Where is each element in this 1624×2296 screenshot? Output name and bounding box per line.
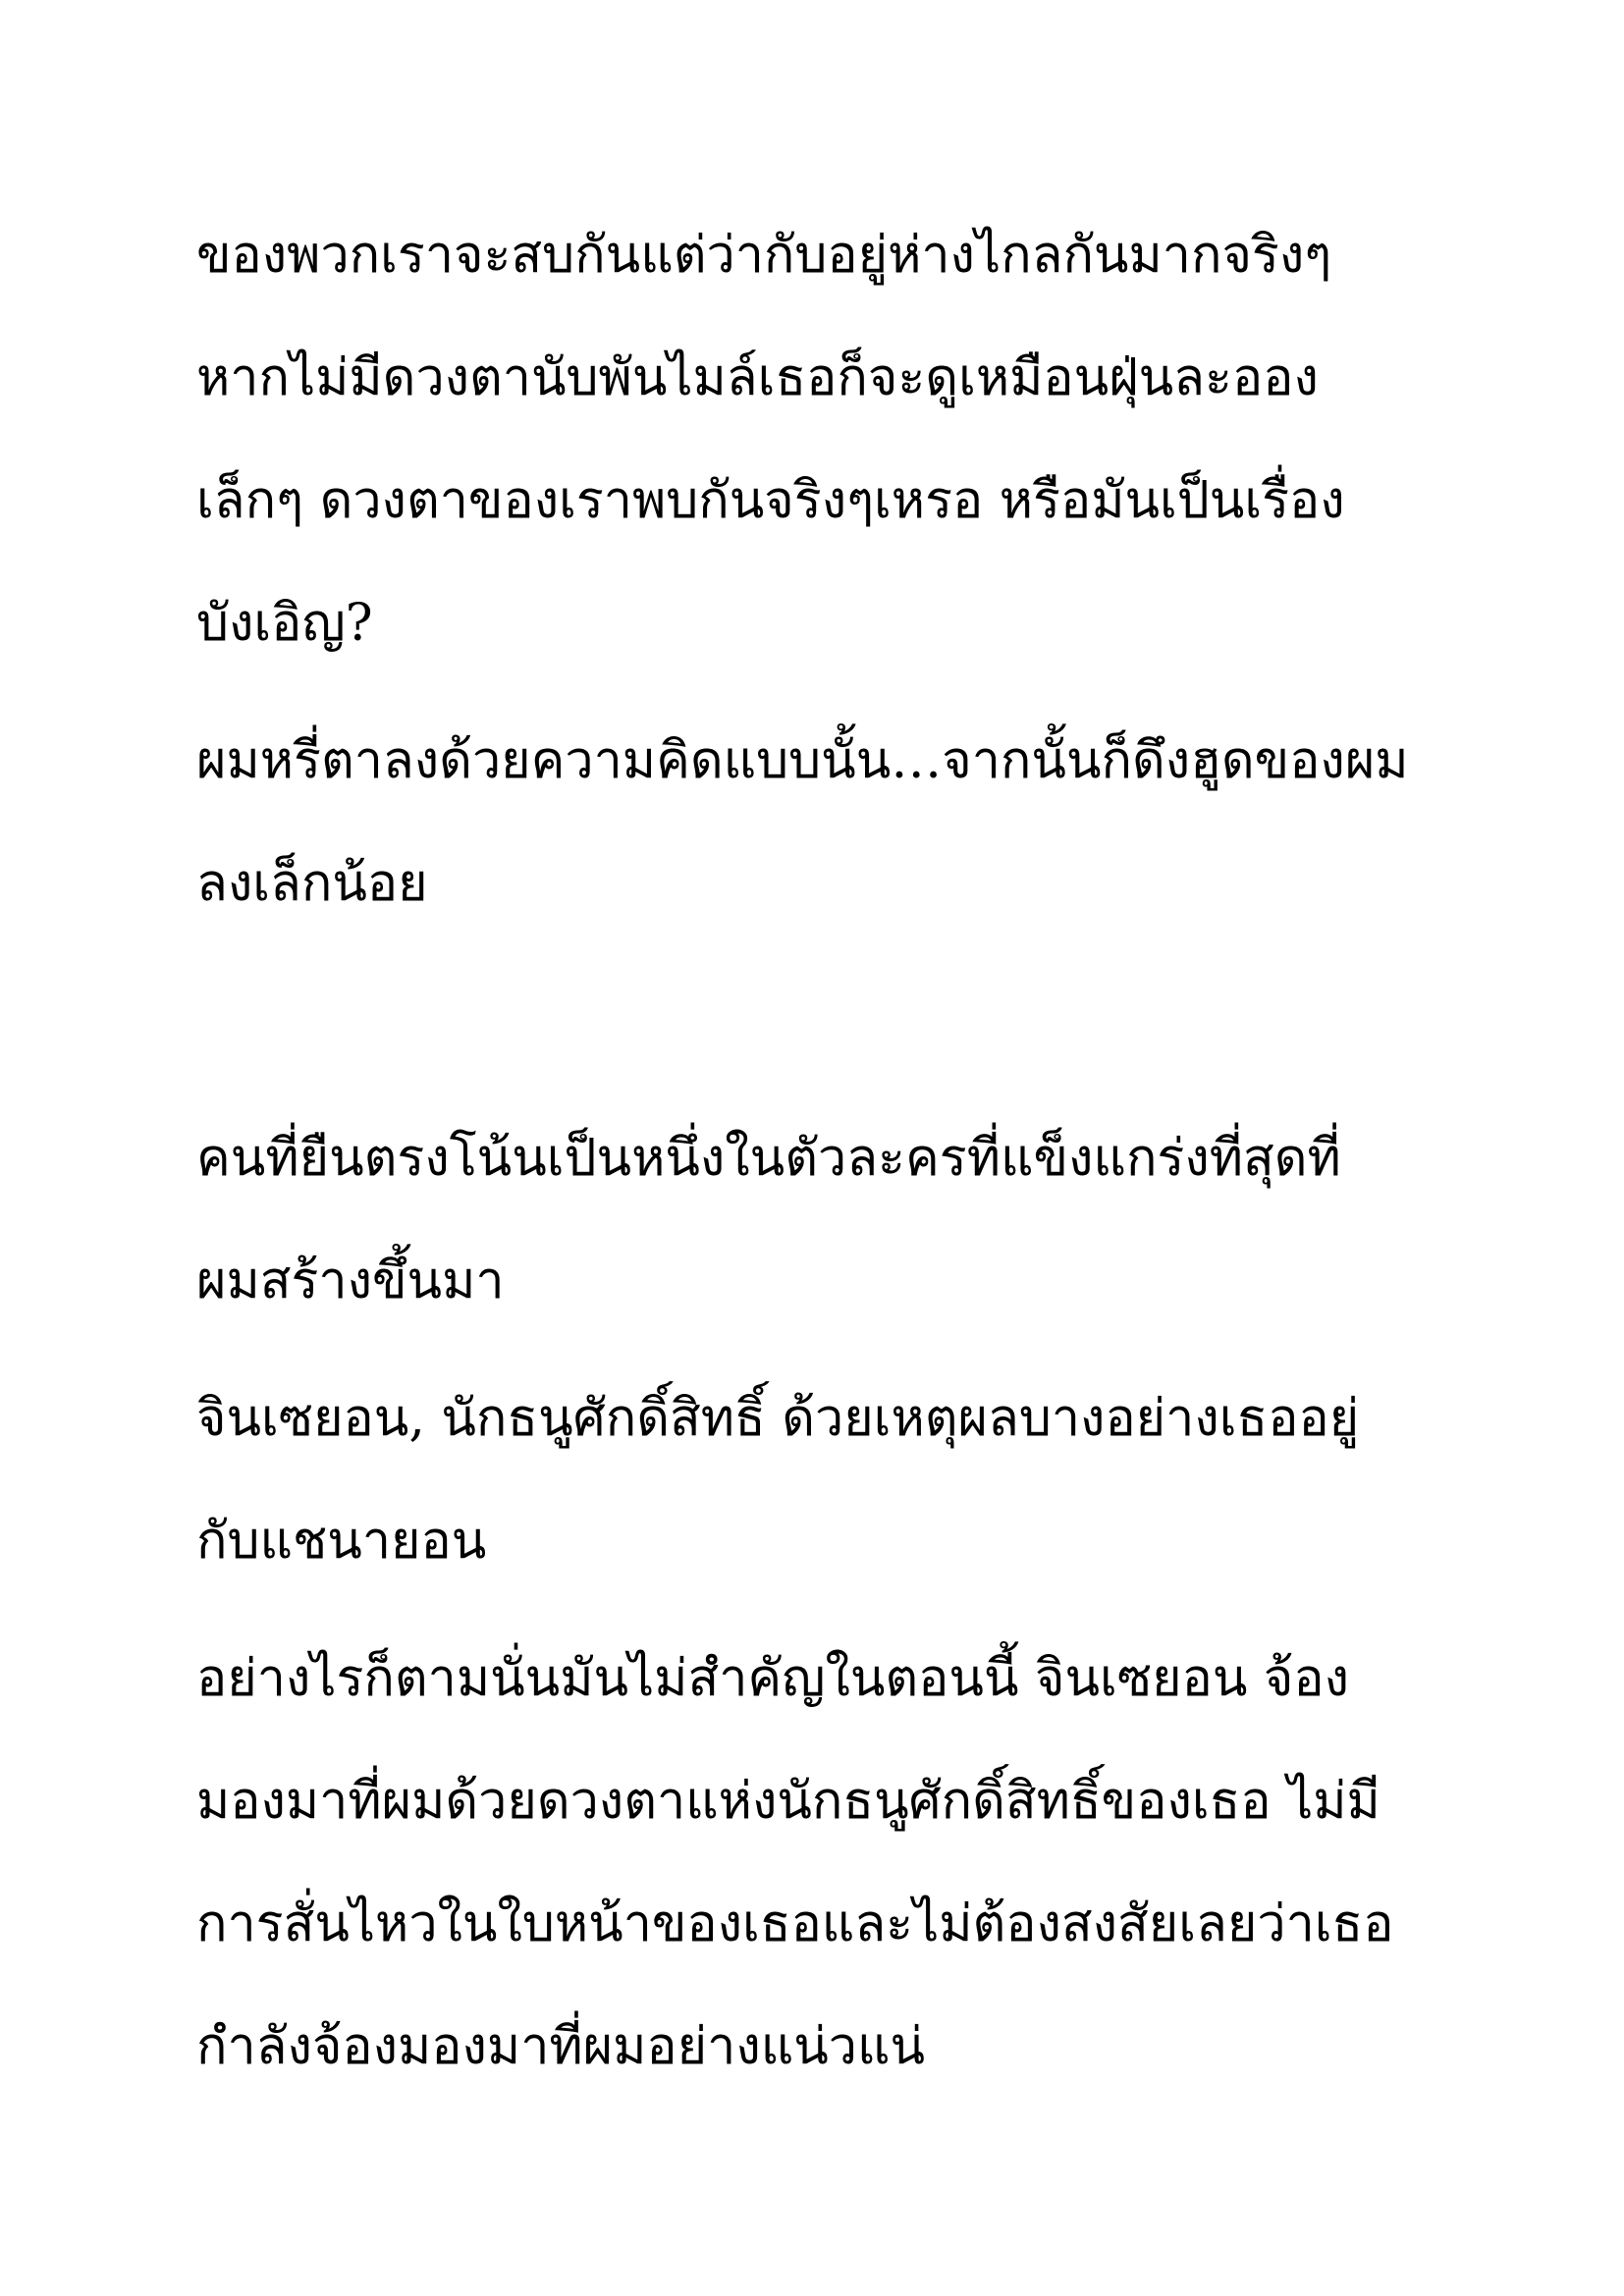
text-line: ลงเล็กน้อย xyxy=(196,854,428,913)
text-line: หากไม่มีดวงตานับพันไมล์เธอก็จะดูเหมือนฝุ่นละออง xyxy=(196,348,1319,407)
text-line: มองมาที่ผมด้วยดวงตาแห่งนักธนูศักดิ์สิทธิ์ของเธอ ไม่มี xyxy=(196,1772,1380,1831)
text-line: จินเซยอน, นักธนูศักดิ์สิทธิ์ ด้วยเหตุผลบางอย่างเธออยู่ xyxy=(196,1389,1360,1448)
text-line: คนที่ยืนตรงโน้นเป็นหนึ่งในตัวละครที่แข็งแกร่งที่สุดที่ xyxy=(196,1129,1341,1188)
text-line: การสั่นไหวในใบหน้าของเธอและไม่ต้องสงสัยเลยว่าเธอ xyxy=(196,1895,1394,1953)
text-line: กับแชนายอน xyxy=(196,1512,487,1571)
text-line: ผมสร้างขึ้นมา xyxy=(196,1252,505,1310)
text-line: อย่างไรก็ตามนั่นมันไม่สำคัญในตอนนี้ จินเซยอน จ้อง xyxy=(196,1649,1349,1708)
text-line: ของพวกเราจะสบกันแต่ว่ากับอยู่ห่างไกลกันมากจริงๆ xyxy=(196,226,1332,285)
text-line: บังเอิญ? xyxy=(196,594,373,653)
text-line: เล็กๆ ดวงตาของเราพบกันจริงๆเหรอ หรือมันเป็นเรื่อง xyxy=(196,471,1345,530)
text-line: กำลังจ้องมองมาที่ผมอย่างแน่วแน่ xyxy=(196,2017,926,2076)
text-line: ผมหรี่ตาลงด้วยความคิดแบบนั้น…จากนั้นก็ดึงฮูดของผม xyxy=(196,731,1409,790)
